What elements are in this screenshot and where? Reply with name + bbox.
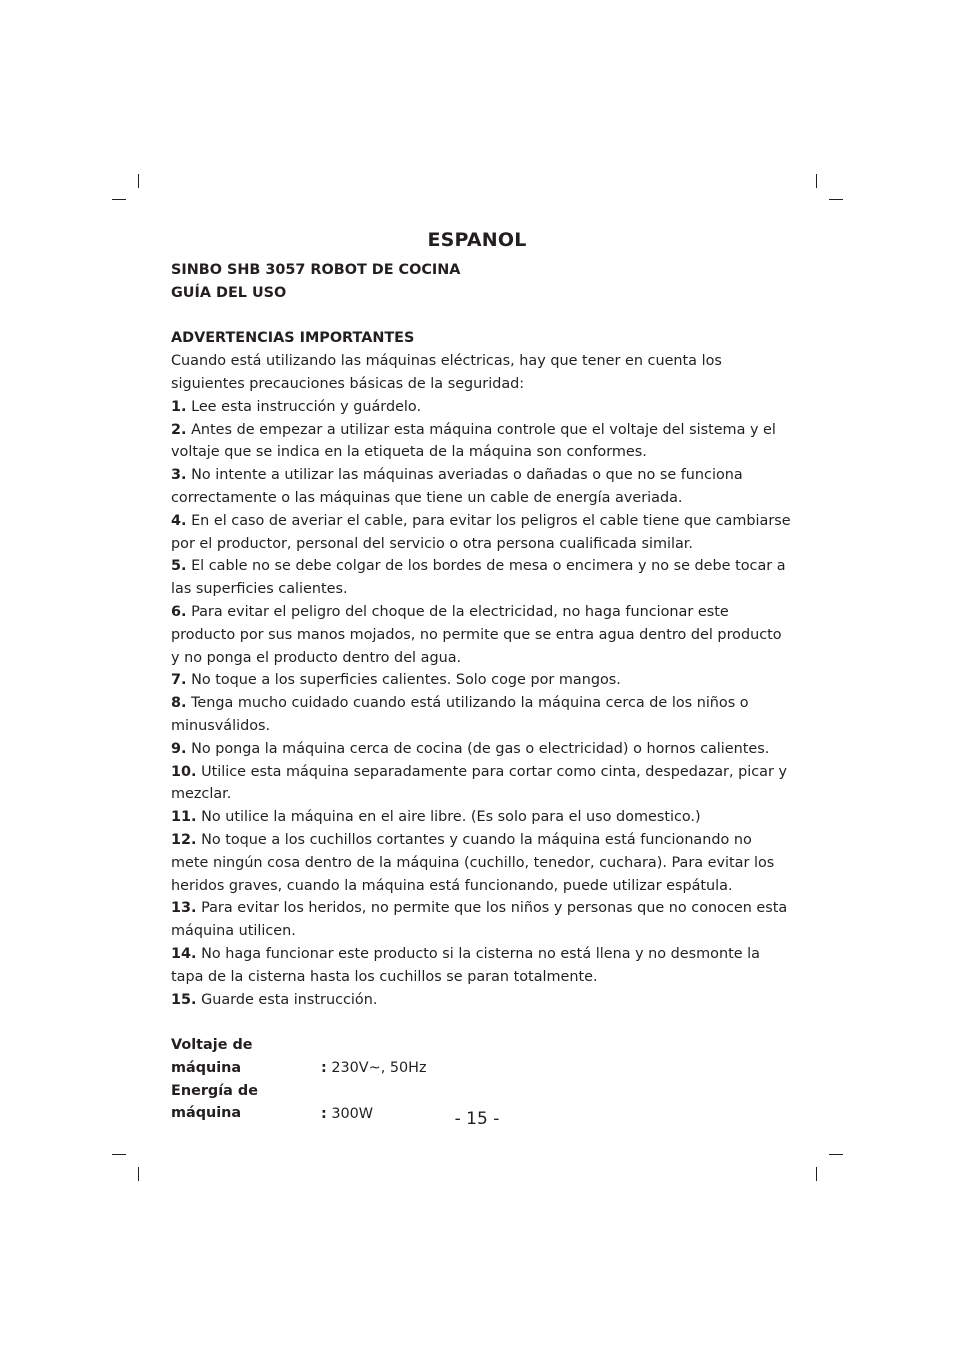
intro-text: Cuando está utilizando las máquinas eléctricas, hay que tener en cuenta los siguientes precauciones básicas de la seguridad: [171, 353, 722, 392]
warning-item [171, 510, 791, 556]
item-text: Guarde esta instrucción. [201, 991, 378, 1008]
item-number: 6. [171, 603, 187, 620]
warnings-title: ADVERTENCIAS IMPORTANTES [171, 330, 415, 347]
item-number: 10. [171, 763, 197, 780]
item-number: 14. [171, 945, 197, 962]
spec-separator: : [321, 1059, 327, 1076]
warning-item [171, 806, 791, 829]
warning-item [171, 897, 791, 943]
page-number: - 15 - [454, 1109, 500, 1129]
warning-item [171, 738, 791, 761]
item-number: 15. [171, 991, 197, 1008]
crop-mark-bottom-right-horizontal [829, 1154, 843, 1155]
warning-item [171, 601, 791, 669]
item-number: 1. [171, 398, 187, 415]
item-number: 7. [171, 672, 187, 689]
crop-mark-bottom-left-vertical [138, 1167, 139, 1181]
item-text: No utilice la máquina en el aire libre. (Es solo para el uso domestico.) [201, 809, 701, 826]
product-title: SINBO SHB 3057 ROBOT DE COCINA [171, 262, 461, 278]
item-text: No ponga la máquina cerca de cocina (de gas o electricidad) o hornos calientes. [191, 740, 770, 757]
warning-item [171, 555, 791, 601]
warning-item [171, 943, 791, 989]
warning-item [171, 692, 791, 738]
item-text: Lee esta instrucción y guárdelo. [191, 398, 422, 415]
item-text: No toque a los cuchillos cortantes y cuando la máquina está funcionando no mete ningún cosa dentro de la máquina (cuchillo, tenedor, cuchara). Para evitar los heridos graves, cuando la máquina está funcionando, puede utilizar espátula. [171, 831, 775, 894]
item-text: Para evitar los heridos, no permite que los niños y personas que no conocen esta máquina utilicen. [171, 900, 788, 940]
item-number: 11. [171, 809, 197, 826]
manual-content [171, 259, 791, 1125]
warning-item [171, 419, 791, 465]
item-number: 12. [171, 831, 197, 848]
crop-mark-top-right-horizontal [829, 199, 843, 200]
warning-item [171, 829, 791, 897]
item-number: 13. [171, 900, 197, 917]
item-text: Tenga mucho cuidado cuando está utilizando la máquina cerca de los niños o minusválidos. [171, 695, 749, 734]
item-text: En el caso de averiar el cable, para evitar los peligros el cable tiene que cambiarse por el productor, personal del servicio o otra persona cualificada similar. [171, 512, 791, 552]
spec-separator: : [321, 1105, 327, 1122]
item-number: 9. [171, 740, 187, 757]
item-number: 2. [171, 421, 187, 438]
spec-voltage [171, 1034, 791, 1080]
power-value: 300W [331, 1105, 374, 1122]
language-heading: ESPANOL [427, 229, 527, 251]
spacer [171, 305, 791, 328]
warning-item [171, 396, 791, 419]
warning-item [171, 761, 791, 807]
crop-mark-top-left-vertical [138, 174, 139, 188]
item-number: 8. [171, 695, 187, 712]
item-text: No intente a utilizar las máquinas averiadas o dañadas o que no se funciona correctamente o las máquinas que tiene un cable de energía averiada. [171, 467, 743, 506]
crop-mark-top-left-horizontal [112, 199, 126, 200]
item-text: El cable no se debe colgar de los bordes de mesa o encimera y no se debe tocar a las superficies calientes. [171, 558, 786, 598]
item-number: 5. [171, 558, 187, 575]
item-text: Para evitar el peligro del choque de la electricidad, no haga funcionar este producto por sus manos mojados, no permite que se entra agua dentro del producto y no ponga el producto dentro del agua. [171, 603, 782, 666]
spacer [171, 1011, 791, 1034]
item-text: No haga funcionar este producto si la cisterna no está llena y no desmonte la tapa de la cisterna hasta los cuchillos se paran totalmente. [171, 945, 760, 985]
voltage-value: 230V~, 50Hz [331, 1059, 427, 1076]
item-text: No toque a los superficies calientes. Solo coge por mangos. [191, 672, 621, 689]
crop-mark-top-right-vertical [816, 174, 817, 188]
warning-item [171, 989, 791, 1012]
item-number: 3. [171, 467, 187, 484]
item-number: 4. [171, 512, 187, 529]
item-text: Utilice esta máquina separadamente para cortar como cinta, despedazar, picar y mezclar. [171, 763, 787, 803]
warning-item [171, 669, 791, 692]
crop-mark-bottom-right-vertical [816, 1167, 817, 1181]
voltage-label: Voltaje de máquina [171, 1037, 253, 1076]
item-text: Antes de empezar a utilizar esta máquina controle que el voltaje del sistema y el voltaje que se indica en la etiqueta de la máquina son conformes. [171, 421, 776, 461]
crop-mark-bottom-left-horizontal [112, 1154, 126, 1155]
guide-title: GUÍA DEL USO [171, 284, 287, 301]
warning-item [171, 464, 791, 510]
power-label: Energía de máquina [171, 1082, 258, 1122]
